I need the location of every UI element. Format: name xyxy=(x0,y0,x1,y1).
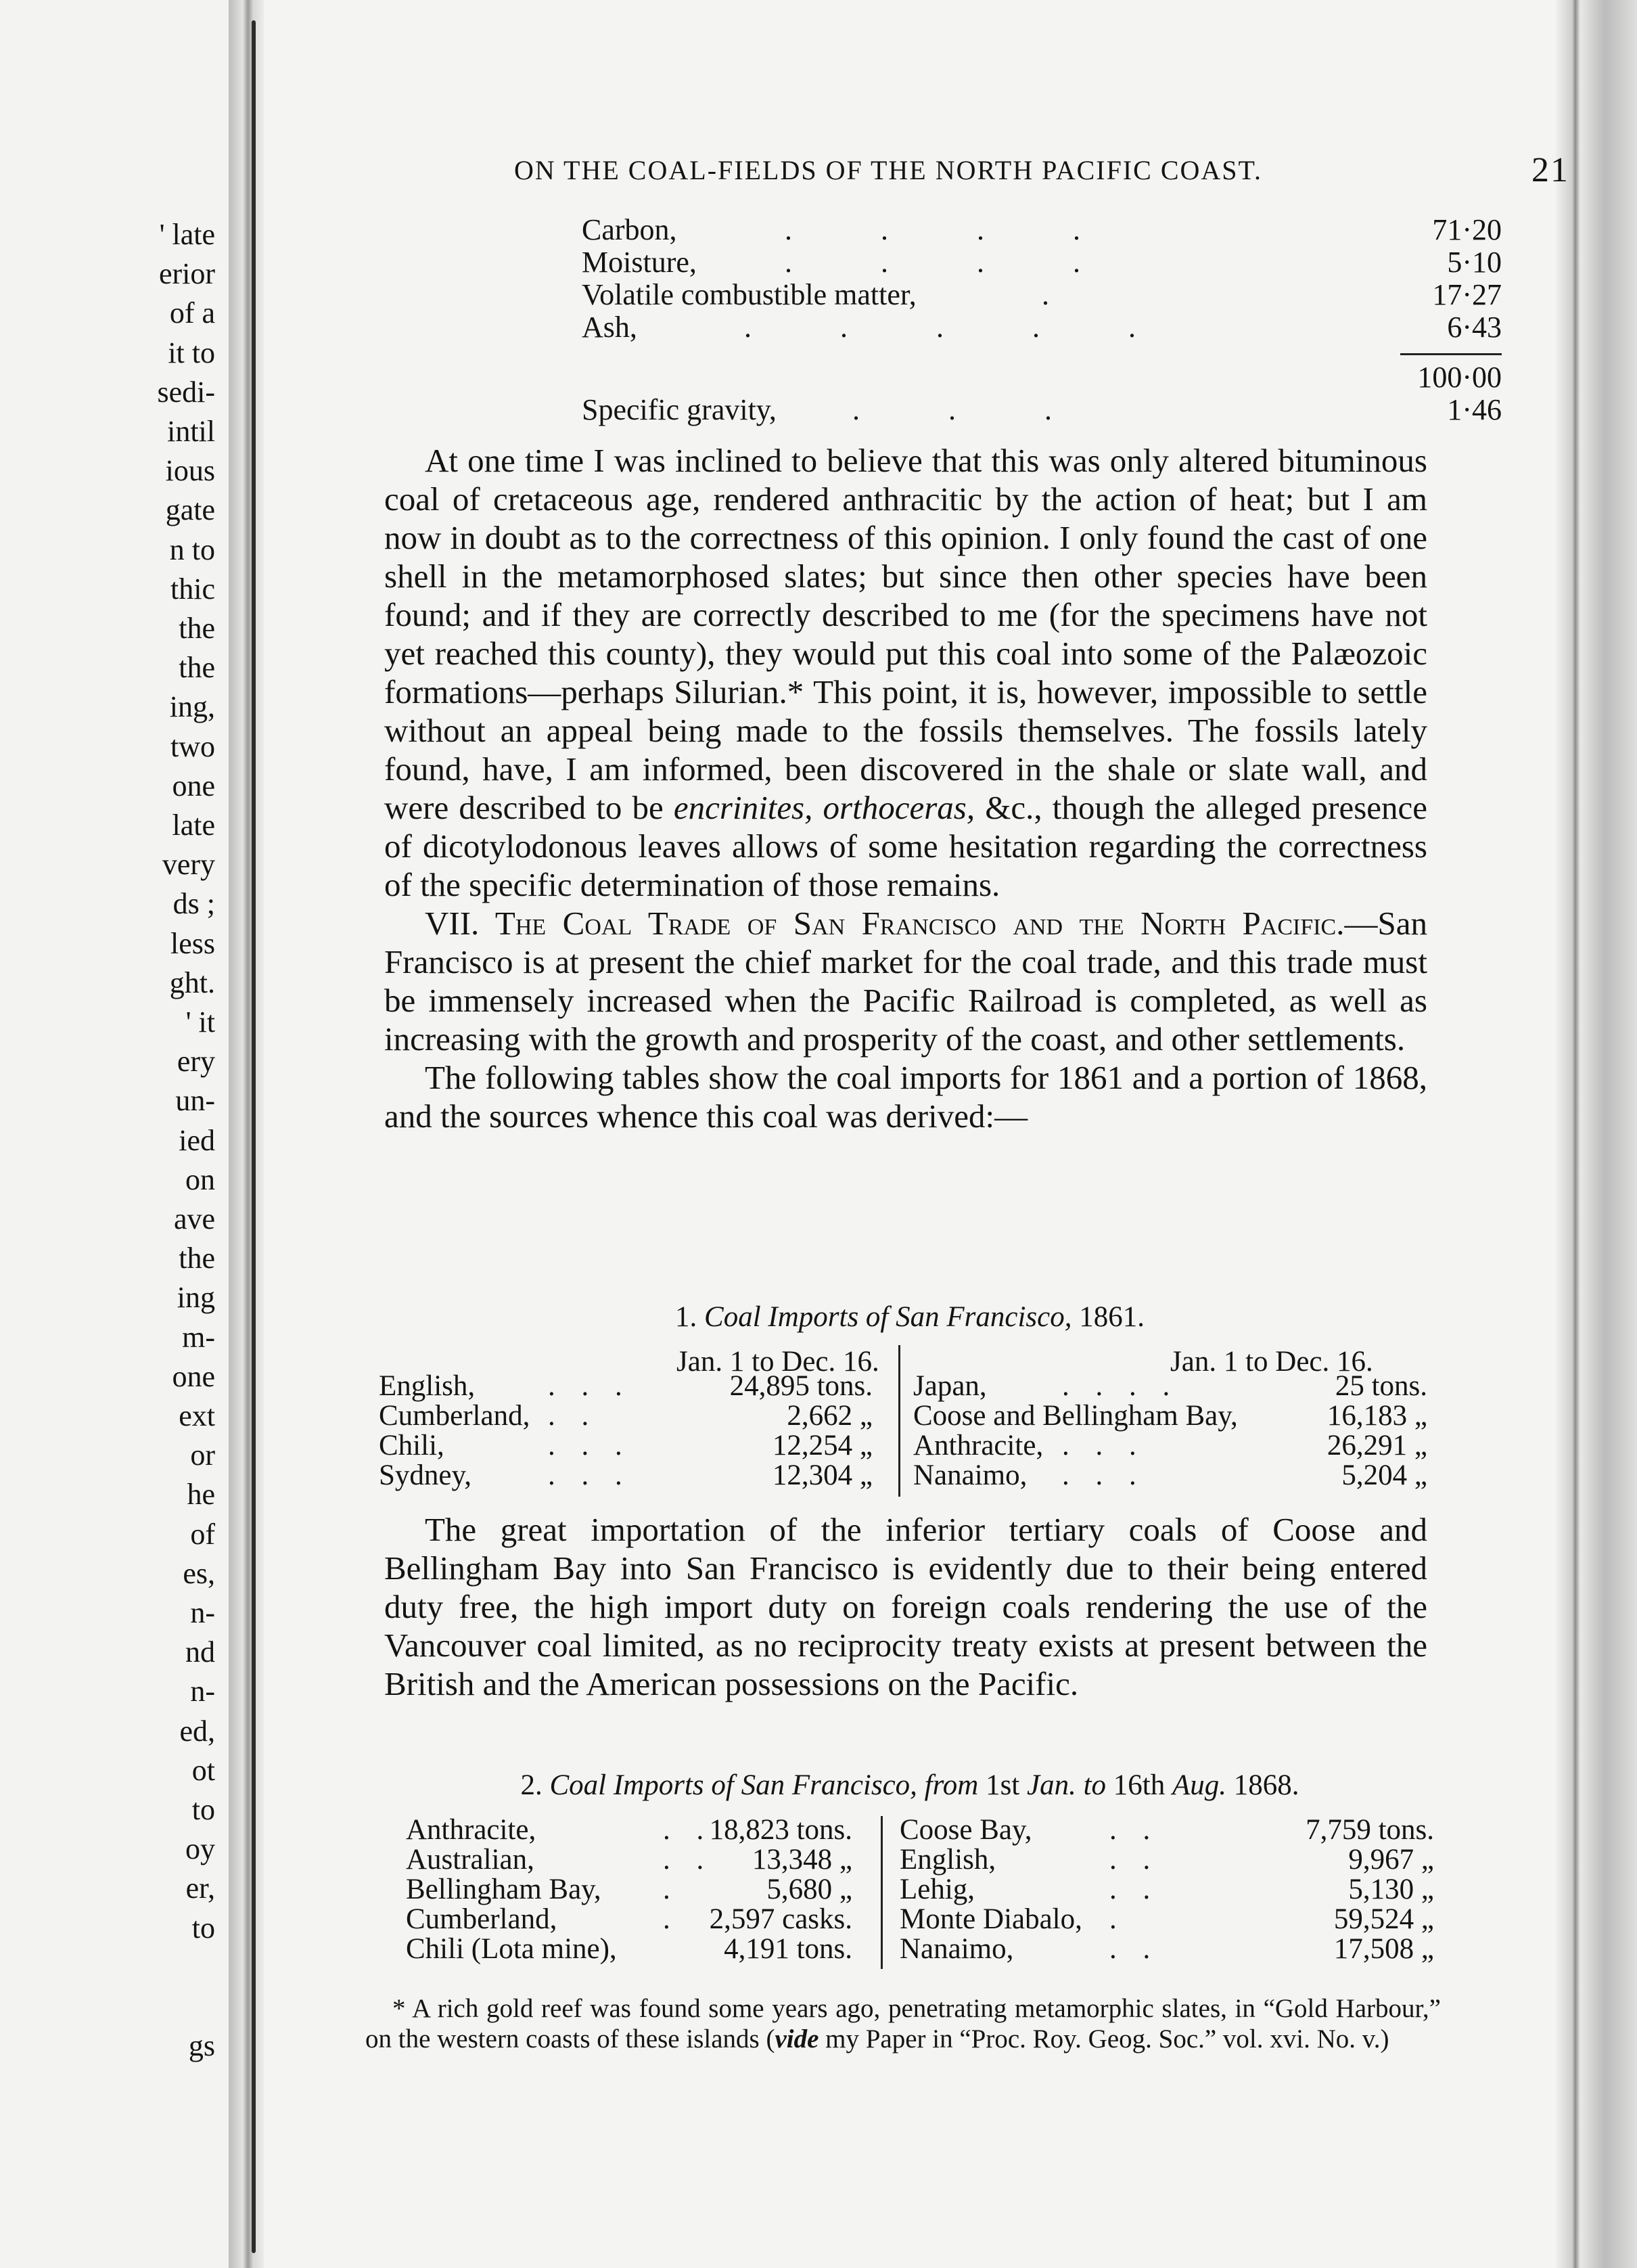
facing-page-fragment: n to xyxy=(169,532,215,566)
leader-dots: . . . . xyxy=(785,246,1121,279)
cell-value: 17,508 „ xyxy=(1333,1933,1434,1965)
cell-dots: . xyxy=(663,1874,680,1905)
cell-dots: . . xyxy=(1109,1874,1160,1905)
facing-page-fragment: it to xyxy=(168,336,215,369)
facing-page-fragment: n- xyxy=(190,1596,215,1629)
facing-page-fragment: ot xyxy=(191,1753,215,1787)
section-heading: VII. The Coal Trade of San Francisco and the North Pacific. xyxy=(425,905,1345,942)
cell-dots: . . xyxy=(548,1400,599,1432)
coal-analysis-table xyxy=(582,212,1502,425)
paragraph-italic: encrinites, orthoceras, xyxy=(673,789,975,826)
cell-name: Bellingham Bay, xyxy=(406,1874,601,1905)
cell-dots: . . . xyxy=(548,1430,632,1461)
cell-name: Japan, xyxy=(913,1370,987,1402)
cell-dots: . . . xyxy=(1062,1430,1146,1461)
facing-page-fragment: one xyxy=(172,769,215,802)
caption-number: 2. xyxy=(520,1769,543,1801)
paragraph xyxy=(384,1510,1427,1703)
cell-dots: . . . xyxy=(1062,1459,1146,1491)
cell-dots: . . xyxy=(663,1844,714,1876)
analysis-label: Volatile combustible matter, xyxy=(582,278,917,311)
facing-page-fragment: n- xyxy=(190,1675,215,1708)
paragraph xyxy=(384,441,1427,904)
cell-value: 4,191 tons. xyxy=(724,1933,852,1965)
gravity-label: Specific gravity, xyxy=(582,393,777,426)
cell-dots: . . xyxy=(1109,1933,1160,1965)
leader-dots: . . . . xyxy=(785,213,1121,246)
analysis-value: 17·27 xyxy=(1432,278,1502,311)
facing-page-fragment: two xyxy=(170,729,215,763)
cell-name: Coose and Bellingham Bay, xyxy=(913,1400,1238,1432)
cell-dots: . . . xyxy=(548,1370,632,1402)
facing-page-fragment: gate xyxy=(165,493,215,527)
gravity-value: 1·46 xyxy=(1447,393,1502,426)
col-header: Jan. 1 to Dec. 16. xyxy=(676,1346,879,1378)
facing-page-fragment: less xyxy=(170,926,215,960)
cell-value: 59,524 „ xyxy=(1333,1903,1434,1935)
facing-page-fragment: ' late xyxy=(159,218,215,251)
cell-dots: . . xyxy=(1109,1844,1160,1876)
analysis-label: Moisture, xyxy=(582,246,697,279)
table-row xyxy=(406,1932,1461,1964)
table-row xyxy=(379,1399,1434,1430)
table2 xyxy=(406,1813,1461,1976)
facing-page-fragment: ing xyxy=(177,1281,215,1315)
caption-title: Coal Imports of San Francisco, xyxy=(704,1301,1072,1333)
facing-page-fragment: ied xyxy=(179,1123,215,1157)
cell-name: Anthracite, xyxy=(913,1430,1044,1461)
cell-dots: . . . . xyxy=(1062,1370,1180,1402)
facing-page-fragment: nd xyxy=(185,1635,215,1669)
cell-dots: . xyxy=(663,1903,680,1935)
caption-title: Aug. xyxy=(1172,1769,1227,1801)
body-text-middle xyxy=(384,1510,1427,1703)
cell-value: 13,348 „ xyxy=(752,1844,852,1876)
cell-name: English, xyxy=(900,1844,996,1876)
facing-page-fragment: of a xyxy=(169,296,215,330)
analysis-row xyxy=(582,310,1502,342)
page-edge-shadow xyxy=(1556,0,1637,2268)
cell-name: Sydney, xyxy=(379,1459,471,1491)
caption-year: 1868. xyxy=(1233,1769,1299,1801)
col-header: Jan. 1 to Dec. 16. xyxy=(1170,1346,1373,1378)
facing-page-fragment: es, xyxy=(183,1556,215,1590)
leader-dots: . . . xyxy=(852,393,1092,426)
cell-value: 26,291 „ xyxy=(1327,1430,1427,1461)
cell-value: 18,823 tons. xyxy=(709,1814,852,1846)
paragraph xyxy=(384,1058,1427,1135)
facing-page-fragment: or xyxy=(190,1438,215,1472)
total-rule xyxy=(1400,353,1502,355)
facing-page-fragment: ious xyxy=(165,454,215,488)
facing-page-fragment: sedi- xyxy=(157,375,215,409)
facing-page-fragment: late xyxy=(172,809,215,842)
table-row xyxy=(379,1459,1434,1490)
footnote-italic: vide xyxy=(775,2024,819,2054)
analysis-value: 71·20 xyxy=(1432,213,1502,246)
facing-page-fragment: ave xyxy=(173,1202,215,1235)
cell-value: 5,680 „ xyxy=(766,1874,852,1905)
paragraph xyxy=(384,904,1427,1058)
paragraph-text: At one time I was inclined to believe that this was only altered bituminous coal of cretaceous age, rendered anthracitic by the action of heat; but I am now in doubt as to the correctness of this opinion. I only found the cast of one shell in the metamorphosed slates; but since then other species have been found; and if they are correctly described to me (for the specimens have not yet reached this county), they would put this coal into some of the Palæozoic formations—perhaps Silurian.* This point, it is, however, impossible to settle without an appeal being made to the fossils themselves. The fossils lately found, have, I am informed, been discovered in the shale or slate wall, and were described to be xyxy=(384,442,1427,826)
cell-dots: . . xyxy=(663,1814,714,1846)
cell-name: Chili (Lota mine), xyxy=(406,1933,617,1965)
paragraph-text: &c., though the alleged presence of dicotylodonous leaves allows of some hesitation regarding the correctness of the specific determination of those remains. xyxy=(384,789,1428,903)
analysis-total: 100·00 xyxy=(1417,361,1502,394)
cell-value: 9,967 „ xyxy=(1348,1844,1434,1876)
cell-name: Nanaimo, xyxy=(900,1933,1014,1965)
facing-page-fragment: un- xyxy=(175,1084,215,1118)
specific-gravity-row xyxy=(582,392,1502,425)
facing-page-fragment: to xyxy=(191,1793,215,1826)
paragraph-text: —San Francisco is at present the chief market for the coal trade, and this trade must be immensely increased when the Pacific Railroad is completed, as well as increasing with the growth and prosperity of the coast, and other settlements. xyxy=(384,905,1427,1058)
facing-page-fragment: of xyxy=(190,1517,215,1551)
footnote-part: * A rich gold reef was found some years ago, penetrating metamorphic slates, in “Gold Harbour,” on the western coasts of these islands ( xyxy=(365,1994,1441,2054)
caption-year: 1861. xyxy=(1079,1301,1145,1333)
cell-value: 24,895 tons. xyxy=(729,1370,873,1402)
facing-page-fragment: one xyxy=(172,1359,215,1393)
facing-page-fragment: the xyxy=(179,1242,215,1275)
cell-name: Coose Bay, xyxy=(900,1814,1032,1846)
caption-date: 1st xyxy=(986,1769,1020,1801)
facing-page-fragment: ing, xyxy=(169,690,215,724)
analysis-label: Ash, xyxy=(582,311,637,344)
cell-name: Lehig, xyxy=(900,1874,975,1905)
gutter-crease xyxy=(252,20,256,2253)
caption-title: Jan. to xyxy=(1027,1769,1107,1801)
leader-dots: . . . . . xyxy=(744,311,1176,344)
facing-page-fragment: the xyxy=(179,651,215,685)
cell-name: Cumberland, xyxy=(406,1903,557,1935)
facing-page-fragment: ' it xyxy=(185,1005,215,1039)
facing-page-fragment: thic xyxy=(170,572,215,606)
table-row xyxy=(379,1429,1434,1460)
facing-page-fragment: very xyxy=(162,848,215,882)
cell-name: English, xyxy=(379,1370,476,1402)
book-gutter xyxy=(229,0,264,2268)
caption-number: 1. xyxy=(675,1301,697,1333)
cell-dots: . . . xyxy=(548,1459,632,1491)
analysis-value: 5·10 xyxy=(1447,246,1502,279)
cell-name: Nanaimo, xyxy=(913,1459,1028,1491)
cell-value: 12,254 „ xyxy=(772,1430,873,1461)
cell-dots: . xyxy=(1109,1903,1126,1935)
analysis-row xyxy=(582,245,1502,277)
facing-page-fragment: oy xyxy=(185,1832,215,1866)
page-number: 21 xyxy=(1531,151,1569,189)
table-row xyxy=(406,1873,1461,1904)
facing-page-fragment: to xyxy=(191,1911,215,1945)
facing-page-fragment: he xyxy=(187,1478,215,1512)
cell-value: 25 tons. xyxy=(1335,1370,1427,1402)
facing-page-fragment: erior xyxy=(158,257,215,291)
cell-name: Australian, xyxy=(406,1844,534,1876)
main-page xyxy=(264,0,1569,2268)
facing-page-fragment: on xyxy=(185,1162,215,1196)
analysis-row xyxy=(582,277,1502,310)
leader-dots: . xyxy=(1042,278,1090,311)
table-row xyxy=(406,1903,1461,1934)
caption-title: Coal Imports of San Francisco, from xyxy=(549,1769,979,1801)
cell-value: 2,662 „ xyxy=(787,1400,873,1432)
analysis-value: 6·43 xyxy=(1447,311,1502,344)
footnote-part: my Paper in “Proc. Roy. Geog. Soc.” vol. xvi. No. v.) xyxy=(825,2024,1389,2054)
caption-date: 16th xyxy=(1113,1769,1166,1801)
cell-value: 12,304 „ xyxy=(772,1459,873,1491)
facing-page-fragment: m- xyxy=(182,1320,215,1354)
cell-name: Cumberland, xyxy=(379,1400,530,1432)
table2-caption xyxy=(264,1769,1556,1802)
table1 xyxy=(379,1345,1434,1501)
table-row xyxy=(406,1813,1461,1844)
facing-page-fragment: er, xyxy=(185,1872,215,1905)
cell-value: 7,759 tons. xyxy=(1306,1814,1434,1846)
cell-value: 16,183 „ xyxy=(1327,1400,1427,1432)
facing-page-fragment: intil xyxy=(167,415,215,448)
facing-page-fragment: ext xyxy=(179,1399,215,1432)
cell-value: 5,204 „ xyxy=(1341,1459,1427,1491)
cell-dots: . . xyxy=(1109,1814,1160,1846)
running-head-title: ON THE COAL-FIELDS OF THE NORTH PACIFIC COAST. xyxy=(514,155,1262,185)
body-text-upper xyxy=(384,441,1427,1135)
facing-page-fragment: ds ; xyxy=(172,887,215,921)
facing-page-fragment: ery xyxy=(177,1045,215,1079)
cell-value: 5,130 „ xyxy=(1348,1874,1434,1905)
cell-name: Anthracite, xyxy=(406,1814,536,1846)
table-row xyxy=(406,1843,1461,1874)
paragraph-text: The following tables show the coal imports for 1861 and a portion of 1868, and the sources whence this coal was derived:— xyxy=(384,1059,1427,1135)
footnote-text xyxy=(365,1993,1441,2054)
paragraph-text: The great importation of the inferior tertiary coals of Coose and Bellingham Bay into San Francisco is evidently due to their being entered duty free, the high import duty on foreign coals rendering the use of the Vancouver coal limited, as no reciprocity treaty exists at present between the British and the American possessions on the Pacific. xyxy=(384,1511,1427,1702)
footnote xyxy=(365,1993,1441,2054)
facing-page xyxy=(0,0,230,2268)
facing-page-fragment: the xyxy=(179,612,215,645)
cell-value: 2,597 casks. xyxy=(709,1903,852,1935)
analysis-total-row xyxy=(582,360,1502,392)
table-row xyxy=(379,1369,1434,1401)
facing-page-fragment: gs xyxy=(188,2029,215,2063)
analysis-label: Carbon, xyxy=(582,213,677,246)
table1-caption xyxy=(264,1300,1556,1334)
facing-page-fragment: ed, xyxy=(179,1714,215,1748)
cell-name: Monte Diabalo, xyxy=(900,1903,1082,1935)
cell-name: Chili, xyxy=(379,1430,444,1461)
analysis-row xyxy=(582,212,1502,245)
facing-page-fragment: ght. xyxy=(169,966,215,999)
